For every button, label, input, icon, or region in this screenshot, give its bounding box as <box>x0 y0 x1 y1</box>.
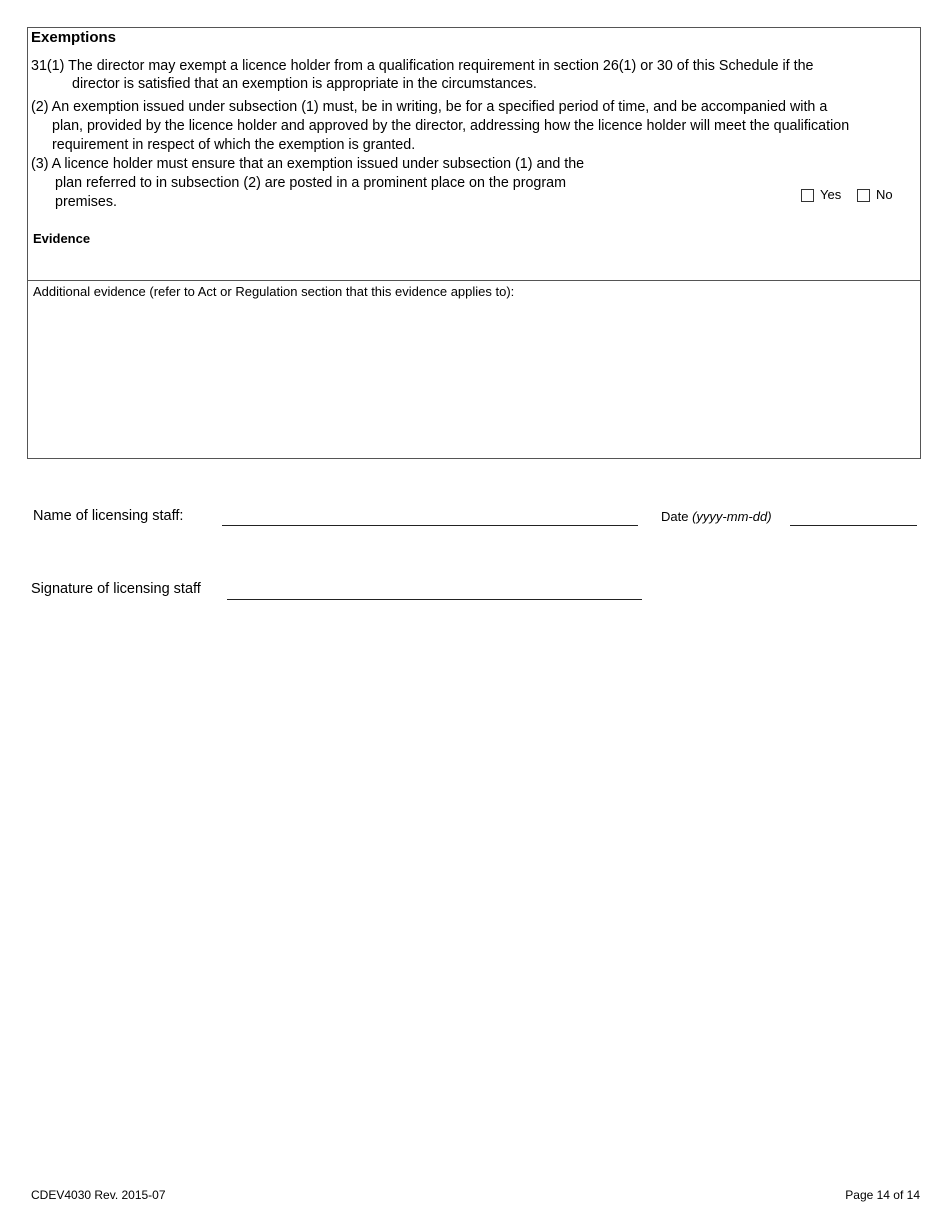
date-format-hint: (yyyy-mm-dd) <box>692 509 772 524</box>
date-field[interactable] <box>790 525 917 526</box>
clause-3-line3: premises. <box>55 194 117 210</box>
section-divider <box>27 280 921 281</box>
clause-2-line3: requirement in respect of which the exemption is granted. <box>52 137 416 153</box>
clause-3-line1: (3) A licence holder must ensure that an exemption issued under subsection (1) and the <box>31 156 585 172</box>
page-number: Page 14 of 14 <box>845 1188 920 1202</box>
signature-label: Signature of licensing staff <box>31 581 201 597</box>
signature-field[interactable] <box>227 599 642 600</box>
yes-label: Yes <box>820 187 842 202</box>
evidence-label: Evidence <box>33 231 91 246</box>
clause-31-1-line1: 31(1) The director may exempt a licence holder from a qualification requirement in section 26(1) or 30 of this Schedule if the <box>31 58 814 74</box>
additional-evidence-label: Additional evidence (refer to Act or Regulation section that this evidence applies to): <box>33 284 515 299</box>
name-of-licensing-staff-label: Name of licensing staff: <box>33 508 184 524</box>
section-title: Exemptions <box>31 29 117 46</box>
form-id: CDEV4030 Rev. 2015-07 <box>31 1188 166 1202</box>
additional-evidence-field[interactable] <box>30 302 918 456</box>
clause-2-line1: (2) An exemption issued under subsection (1) must, be in writing, be for a specified period of time, and be accompanied with a <box>31 99 828 115</box>
yes-checkbox[interactable] <box>801 189 814 202</box>
clause-3-line2: plan referred to in subsection (2) are posted in a prominent place on the program <box>55 175 567 191</box>
date-label <box>661 509 772 524</box>
date-label-text: Date <box>661 509 689 524</box>
name-of-licensing-staff-field[interactable] <box>222 525 638 526</box>
no-label: No <box>876 187 893 202</box>
clause-2-line2: plan, provided by the licence holder and approved by the director, addressing how the licence holder will meet the qualification <box>52 118 850 134</box>
no-checkbox[interactable] <box>857 189 870 202</box>
clause-31-1-line2: director is satisfied that an exemption is appropriate in the circumstances. <box>72 76 537 92</box>
